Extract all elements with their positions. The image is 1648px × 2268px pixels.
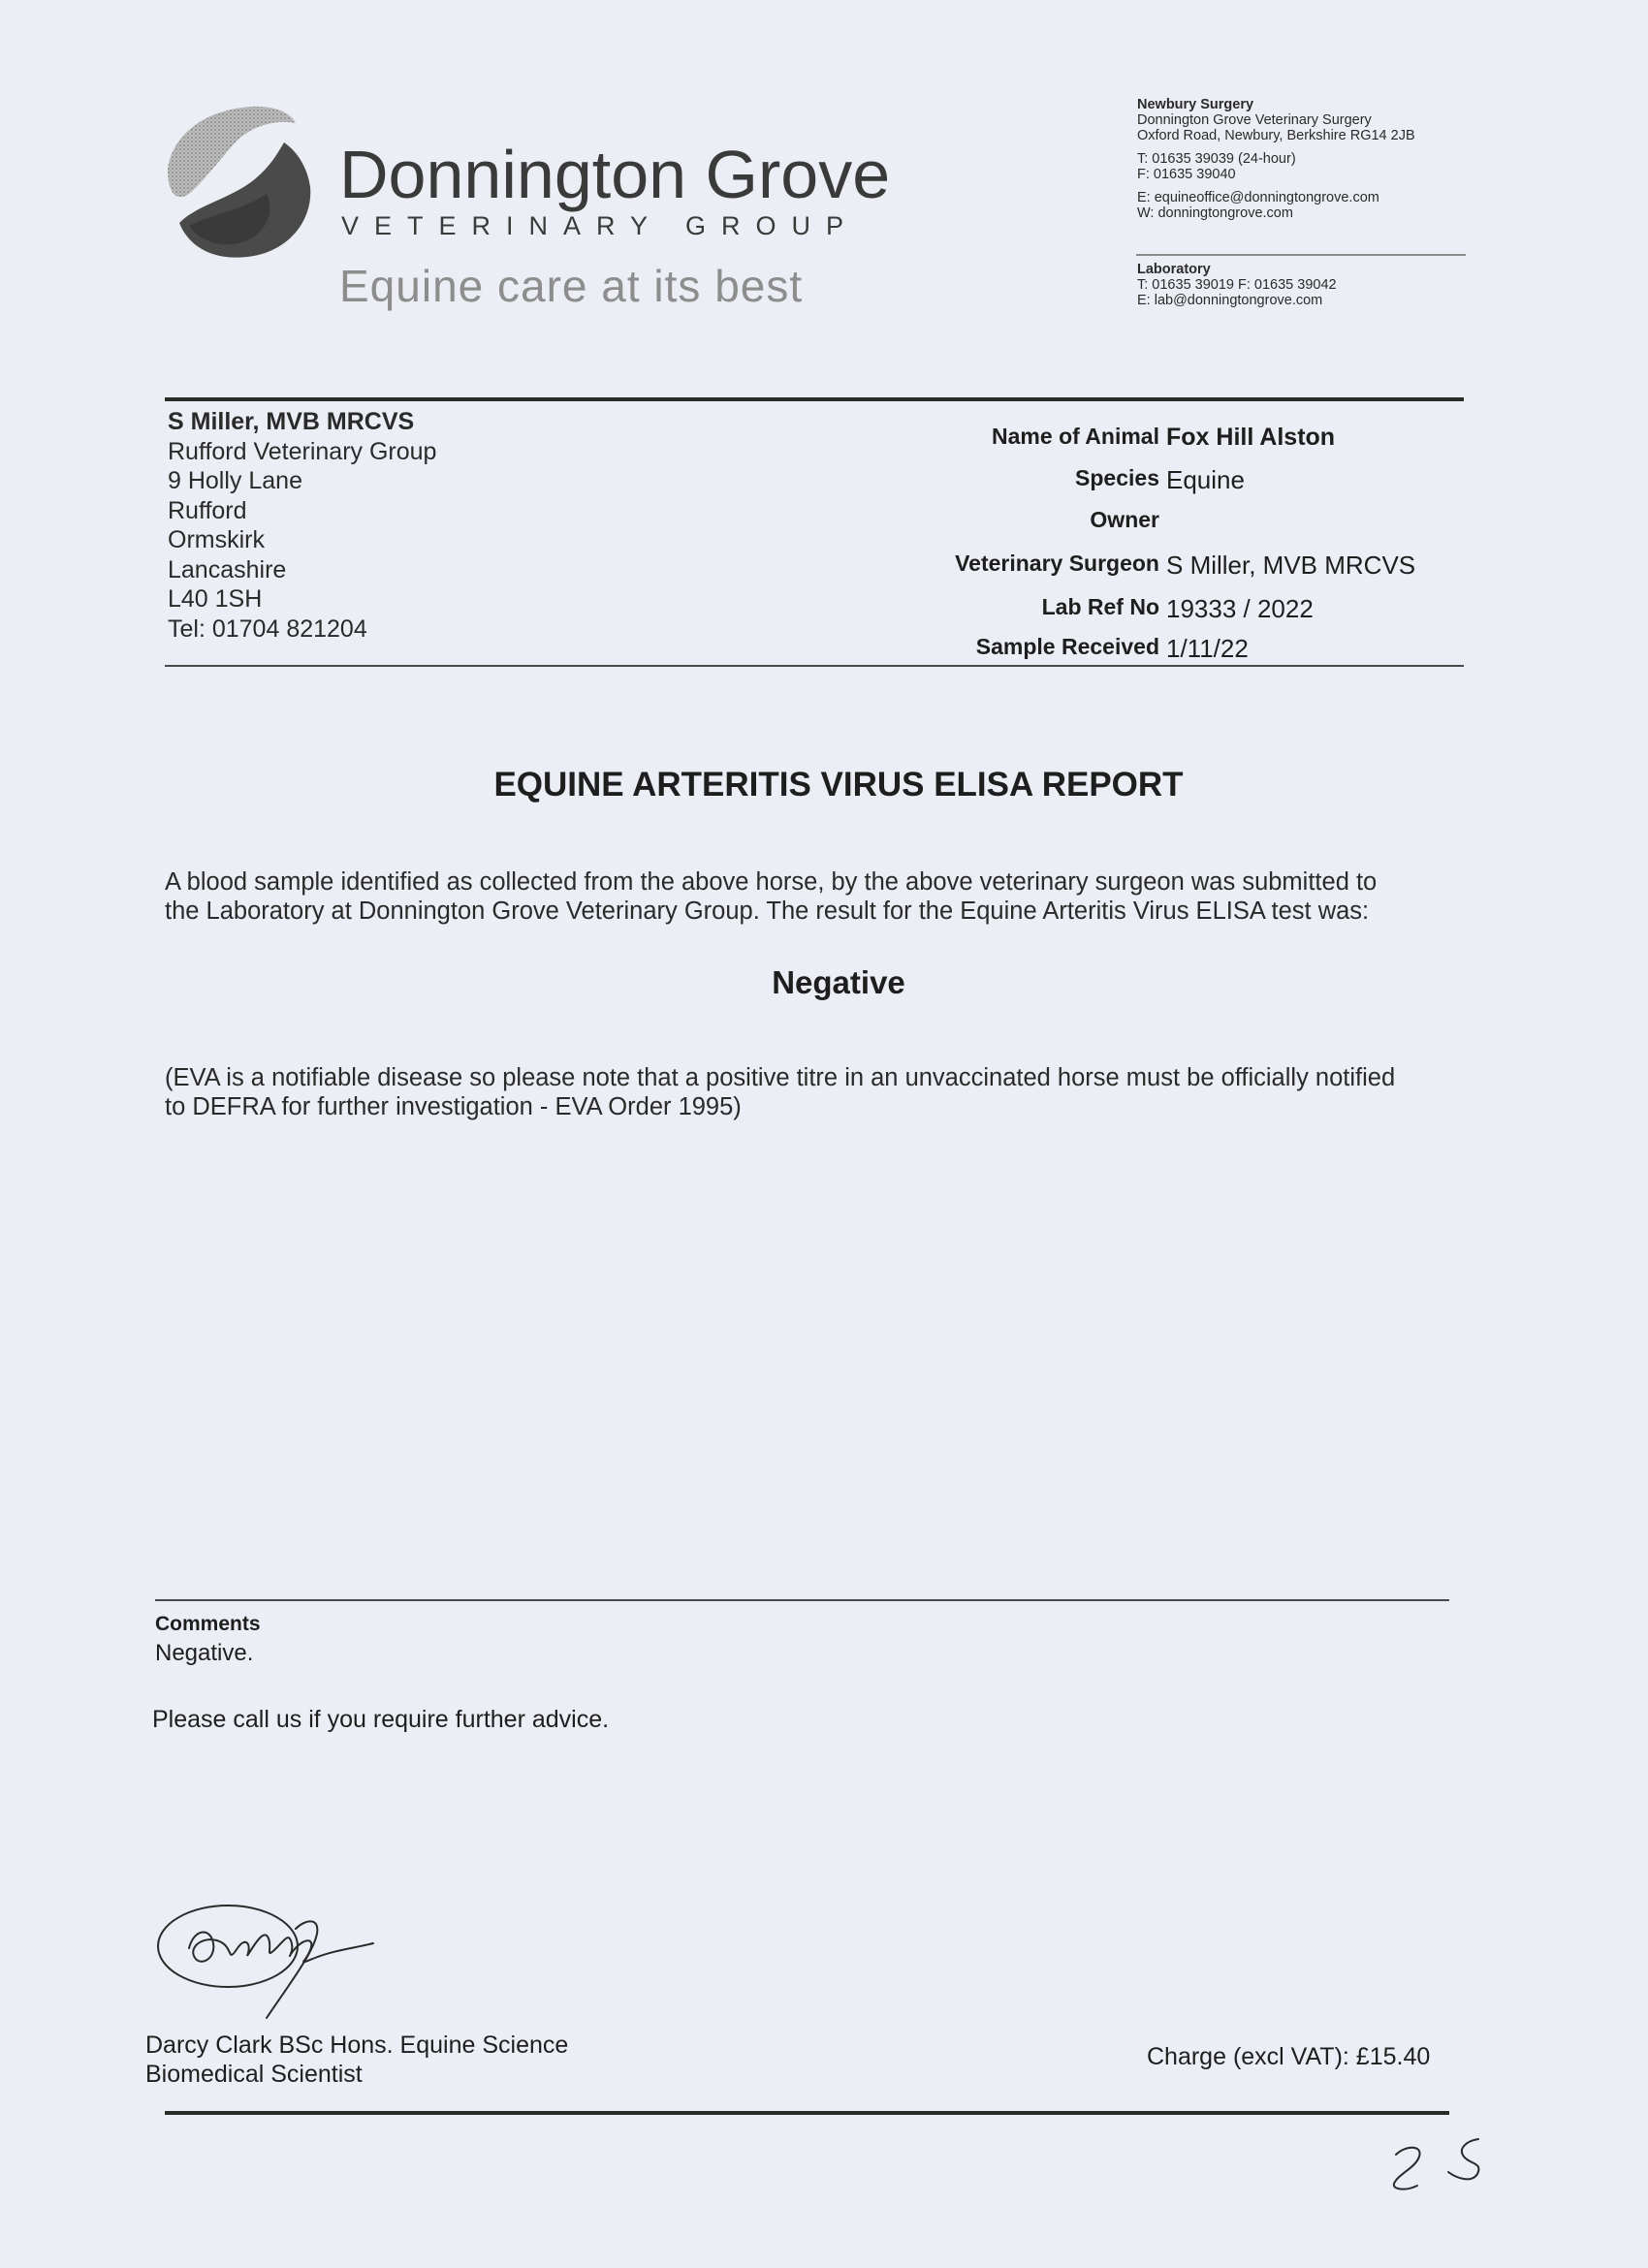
recipient-line: Rufford [168, 496, 247, 524]
sample-received-label: Sample Received [975, 634, 1159, 659]
signatory-name: Darcy Clark BSc Hons. Equine Science [145, 2032, 569, 2059]
recipient-line: Lancashire [168, 555, 287, 583]
lab-ref-value: 19333 / 2022 [1166, 594, 1314, 623]
recipient-name: S Miller, MVB MRCVS [168, 408, 415, 435]
animal-name-value: Fox Hill Alston [1166, 424, 1336, 451]
details-rule [165, 665, 1464, 667]
sample-received-value: 1/11/22 [1166, 634, 1249, 663]
donnington-grove-logo-icon [160, 102, 315, 262]
note-line: to DEFRA for further investigation - EVA Order 1995) [165, 1093, 742, 1120]
report-title: EQUINE ARTERITIS VIRUS ELISA REPORT [493, 766, 1184, 803]
recipient-line: 9 Holly Lane [168, 467, 302, 494]
recipient-line: L40 1SH [168, 585, 263, 613]
surgery-contact [1137, 97, 1457, 221]
signature-icon [150, 1890, 393, 2026]
laboratory-email: E: lab@donningtongrove.com [1137, 293, 1323, 308]
species-value: Equine [1166, 465, 1245, 494]
lab-ref-label: Lab Ref No [1041, 594, 1159, 619]
surgery-fax: F: 01635 39040 [1137, 167, 1236, 182]
owner-label: Owner [1090, 507, 1159, 532]
veterinary-surgeon-value: S Miller, MVB MRCVS [1166, 551, 1416, 580]
brand-tagline: Equine care at its best [339, 261, 804, 311]
laboratory-contact [1137, 262, 1457, 308]
surgery-name: Donnington Grove Veterinary Surgery [1137, 112, 1372, 128]
header-rule [165, 397, 1464, 401]
signatory-role: Biomedical Scientist [145, 2061, 363, 2088]
brand-name: Donnington Grove [339, 137, 891, 212]
laboratory-tel-fax: T: 01635 39019 F: 01635 39042 [1137, 277, 1337, 293]
notifiable-disease-note [165, 1063, 1464, 1121]
advice-text: Please call us if you require further advice. [152, 1706, 610, 1733]
comments-value: Negative. [155, 1640, 254, 1666]
note-line: (EVA is a notifiable disease so please note that a positive titre in an unvaccinated horse must be officially notified [165, 1064, 1396, 1091]
footer-rule [165, 2111, 1449, 2115]
signatory [145, 2031, 568, 2089]
test-result: Negative [772, 964, 905, 1000]
brand-subline: VETERINARY GROUP [341, 211, 860, 240]
surgery-address: Oxford Road, Newbury, Berkshire RG14 2JB [1137, 128, 1415, 143]
comments-rule [155, 1599, 1449, 1601]
recipient-line: Rufford Veterinary Group [168, 437, 437, 465]
veterinary-surgeon-label: Veterinary Surgeon [955, 551, 1159, 576]
recipient-line: Tel: 01704 821204 [168, 614, 367, 643]
surgery-telephone: T: 01635 39039 (24-hour) [1137, 151, 1296, 167]
charge-amount: Charge (excl VAT): £15.40 [1147, 2043, 1431, 2070]
laboratory-title: Laboratory [1137, 262, 1211, 277]
report-intro-line: A blood sample identified as collected from the above horse, by the above veterinary surgeon was submitted to [165, 868, 1378, 896]
animal-name-label: Name of Animal [992, 424, 1159, 449]
surgery-email: E: equineoffice@donningtongrove.com [1137, 190, 1379, 205]
handwritten-initials-icon [1377, 2127, 1503, 2195]
surgery-title: Newbury Surgery [1137, 97, 1254, 112]
report-intro-line: the Laboratory at Donnington Grove Veterinary Group. The result for the Equine Arteritis Virus ELISA test was: [165, 898, 1370, 925]
surgery-website: W: donningtongrove.com [1137, 205, 1293, 221]
species-label: Species [1075, 465, 1159, 490]
contact-divider [1136, 254, 1466, 256]
recipient-line: Ormskirk [168, 526, 265, 553]
comments-label: Comments [155, 1613, 261, 1635]
recipient-address [168, 407, 436, 644]
report-intro [165, 867, 1464, 926]
